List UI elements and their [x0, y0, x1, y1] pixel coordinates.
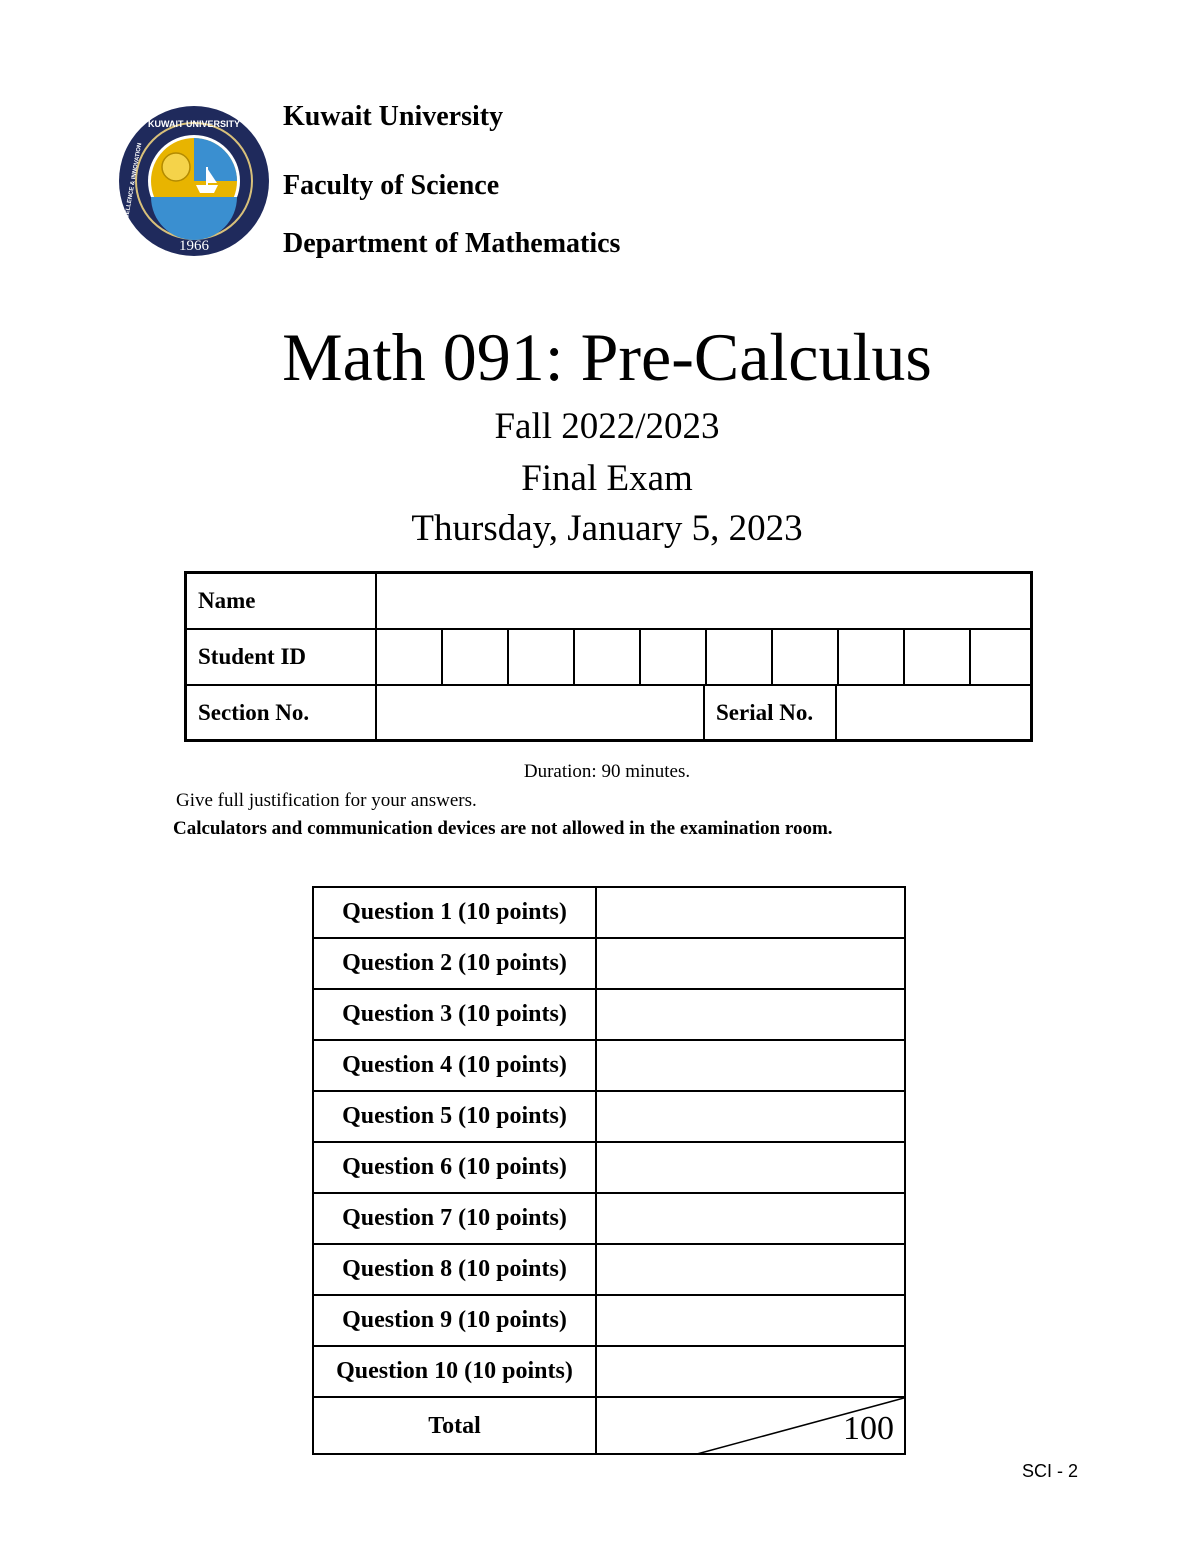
total-points: 100	[843, 1410, 894, 1447]
university-name: Kuwait University	[283, 101, 504, 132]
score-row	[314, 1041, 904, 1092]
score-table	[312, 886, 906, 1455]
total-label: Total	[314, 1398, 597, 1454]
page-code: SCI - 2	[1022, 1461, 1079, 1481]
student-id-label: Student ID	[187, 630, 377, 684]
serial-label: Serial No.	[705, 686, 837, 739]
score-row	[314, 1092, 904, 1143]
question-label: Question 9 (10 points)	[314, 1296, 597, 1345]
justification-text: Give full justification for your answers.	[176, 790, 477, 811]
student-id-digit-box[interactable]	[707, 630, 773, 684]
logo-year: 1966	[179, 238, 209, 254]
student-id-digit-box[interactable]	[377, 630, 443, 684]
score-row	[314, 1347, 904, 1398]
question-label: Question 2 (10 points)	[314, 939, 597, 988]
logo-ring-left-text: EXCELLENCE & INNOVATION	[122, 142, 144, 228]
exam-date: Thursday, January 5, 2023	[411, 508, 803, 549]
score-row	[314, 939, 904, 990]
score-row	[314, 1245, 904, 1296]
student-id-digit-box[interactable]	[905, 630, 971, 684]
logo-ring-text: KUWAIT UNIVERSITY	[147, 119, 241, 129]
student-id-digit-box[interactable]	[971, 630, 1030, 684]
question-label: Question 3 (10 points)	[314, 990, 597, 1039]
question-label: Question 6 (10 points)	[314, 1143, 597, 1192]
score-row	[314, 990, 904, 1041]
student-id-digit-box[interactable]	[773, 630, 839, 684]
term: Fall 2022/2023	[494, 406, 720, 447]
student-id-digit-box[interactable]	[509, 630, 575, 684]
name-row	[187, 574, 1030, 630]
section-field[interactable]	[377, 686, 705, 739]
question-label: Question 8 (10 points)	[314, 1245, 597, 1294]
student-id-digit-box[interactable]	[443, 630, 509, 684]
score-row	[314, 1296, 904, 1347]
name-label: Name	[187, 574, 377, 628]
department-name: Department of Mathematics	[283, 228, 621, 259]
name-field[interactable]	[377, 574, 1030, 628]
student-id-digit-box[interactable]	[839, 630, 905, 684]
question-label: Question 5 (10 points)	[314, 1092, 597, 1141]
student-id-digit-box[interactable]	[575, 630, 641, 684]
kuwait-university-logo	[118, 105, 270, 257]
course-title: Math 091: Pre-Calculus	[282, 319, 932, 395]
student-info-table	[184, 571, 1033, 742]
serial-field[interactable]	[837, 686, 1030, 739]
calculator-rule-text: Calculators and communication devices are not allowed in the examination room.	[173, 818, 833, 839]
faculty-name: Faculty of Science	[283, 170, 500, 201]
total-row	[314, 1398, 904, 1454]
score-row	[314, 1194, 904, 1245]
question-label: Question 4 (10 points)	[314, 1041, 597, 1090]
question-label: Question 1 (10 points)	[314, 888, 597, 937]
question-label: Question 10 (10 points)	[314, 1347, 597, 1396]
score-row	[314, 1143, 904, 1194]
section-row	[187, 686, 1030, 739]
question-label: Question 7 (10 points)	[314, 1194, 597, 1243]
duration-text: Duration: 90 minutes.	[523, 761, 691, 782]
student-id-digit-box[interactable]	[641, 630, 707, 684]
section-label: Section No.	[187, 686, 377, 739]
exam-type: Final Exam	[521, 458, 693, 499]
student-id-row	[187, 630, 1030, 686]
score-row	[314, 888, 904, 939]
